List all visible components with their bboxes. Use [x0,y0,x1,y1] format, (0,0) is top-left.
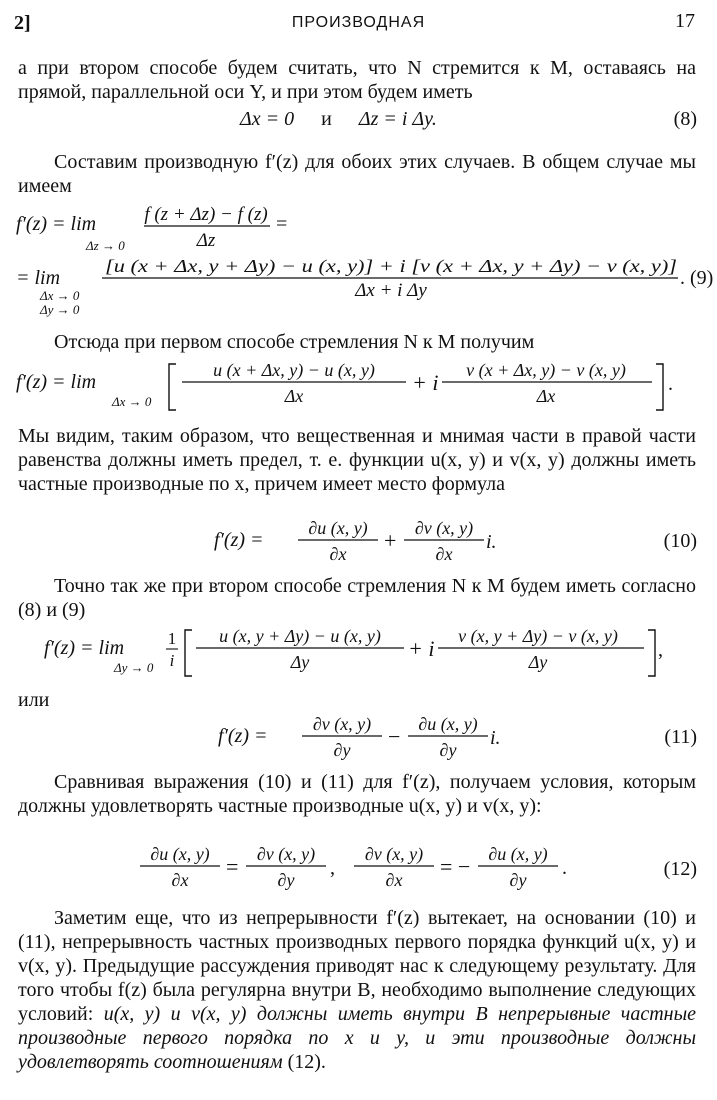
eqfirst-tail: . [668,373,673,395]
equation-8-number: (8) [673,108,697,130]
eq9a-lhs: f′(z) = lim [16,213,97,235]
eqsecond-left-bracket [185,630,192,676]
eqsecond-inv-den: i [169,651,175,670]
eq12-denominator-2: ∂y [277,870,295,890]
equation-10 [214,514,514,570]
paragraph-2: Составим производную f′(z) для обоих этих случаев. В общем случае мы имеем [18,151,696,197]
eq9b-sub1: Δx → 0 [40,288,80,303]
section-number: 2] [14,12,31,34]
eq11-minus: − [388,724,401,749]
equation-10-number: (10) [663,530,697,552]
eqfirst-left-bracket [169,364,176,410]
running-title: ПРОИЗВОДНАЯ [291,14,426,31]
eqfirst-sub: Δx → 0 [112,394,152,409]
eq11-denominator-1: ∂y [333,740,351,760]
paragraph-4: Мы видим, таким образом, что вещественная и мнимая части в правой части равенства должны иметь предел, т. е. функции u(x, y) и v(x, y) должны иметь частные производные по x, причем имеет место формула [18,425,696,495]
eq10-lhs: f′(z) = [214,529,264,551]
eq10-denominator-2: ∂x [435,544,453,564]
equation-12-number: (12) [663,858,697,880]
paragraph-8 [18,906,696,1074]
equation-second-way [44,624,684,684]
eq8-right: Δz = i Δy. [358,108,437,130]
eq8-left: Δx = 0 [240,108,295,130]
eq11-tail: i. [490,727,501,749]
paragraph-8-text: Заметим еще, что из непрерывности f′(z) вытекает, на основании (10) и (11), непрерывность частных производных первого порядка функций u(x, y) и v(x, y). Предыдущие рассуждения приводят нас к следующему результату. Для того чтобы f(z) была регулярна внутри B, необходимо выполнение следующих условий: [18,907,696,1025]
eqsecond-lhs: f′(z) = lim [44,637,125,659]
eq12-numerator-4: ∂u (x, y) [488,844,548,864]
eq10-numerator-2: ∂v (x, y) [414,518,474,538]
eq9a-denominator: Δz [196,230,216,251]
eq12-numerator-3: ∂v (x, y) [364,844,424,864]
eq12-tail: . [562,857,567,879]
eq9b-denominator: Δx + i Δy [355,280,427,301]
eq12-numerator-2: ∂v (x, y) [256,844,316,864]
eq12-denominator-3: ∂x [385,870,403,890]
equation-8 [240,108,437,131]
eq11-denominator-2: ∂y [439,740,457,760]
eq11-lhs: f′(z) = [218,725,268,747]
eqfirst-right-bracket [656,364,663,410]
equation-11 [218,710,518,766]
eqsecond-denominator-1: Δy [290,652,310,672]
eq9b-sub2: Δy → 0 [40,302,80,317]
page-number: 17 [675,10,695,32]
equation-11-number: (11) [664,726,697,748]
eqsecond-tail: , [658,639,663,661]
eqfirst-numerator-2: v (x + Δx, y) − v (x, y) [466,360,626,380]
eq9a-sub: Δz → 0 [86,238,125,253]
paragraph-7: Сравнивая выражения (10) и (11) для f′(z), получаем условия, которым должны удовлетворять частные производные u(x, y) и v(x, y): [18,771,696,817]
eqfirst-numerator-1: u (x + Δx, y) − u (x, y) [213,360,375,380]
eq9b-lhs: = lim [16,267,61,289]
eq10-plus: + [384,528,397,553]
eqsecond-sub: Δy → 0 [114,660,154,675]
eq11-numerator-2: ∂u (x, y) [418,714,478,734]
eq10-denominator-1: ∂x [329,544,347,564]
eq12-comma: , [330,857,335,879]
eqfirst-plus: + i [412,370,439,395]
eq11-numerator-1: ∂v (x, y) [312,714,372,734]
eqfirst-denominator-2: Δx [536,386,556,406]
eqsecond-numerator-1: u (x, y + Δy) − u (x, y) [219,626,381,646]
paragraph-5: Точно так же при втором способе стремления N к M будем иметь согласно (8) и (9) [18,575,696,621]
equation-12 [138,840,578,896]
paragraph-3: Отсюда при первом способе стремления N к M получим [54,331,535,353]
eqfirst-denominator-1: Δx [284,386,304,406]
paragraph-6: или [18,689,50,711]
equation-9a [16,200,336,256]
eq8-sep: и [321,108,332,130]
eq12-equals-2: = − [440,854,471,879]
equation-9b [16,254,714,320]
eq12-denominator-1: ∂x [171,870,189,890]
eqsecond-right-bracket [648,630,655,676]
eq9a-tail: = [276,213,288,235]
eq9b-numerator: [u (x + Δx, y + Δy) − u (x, y)] + i [v (x + Δx, y + Δy) − v (x, y)] [105,256,565,276]
eqfirst-lhs: f′(z) = lim [16,371,97,393]
paragraph-8-italic: u(x, y) и v(x, y) должны иметь внутри B непрерывные частные производные первого порядка по x и y, и эти производные должны удовлетворять соотношениям [18,1003,696,1073]
paragraph-1: а при втором способе будем считать, что N стремится к M, оставаясь на прямой, параллельной оси Y, и при этом будем иметь [18,57,696,103]
eq10-numerator-1: ∂u (x, y) [308,518,368,538]
eq12-denominator-4: ∂y [509,870,527,890]
eqsecond-inv-num: 1 [167,629,177,648]
eqsecond-numerator-2: v (x, y + Δy) − v (x, y) [458,626,618,646]
eq12-numerator-1: ∂u (x, y) [150,844,210,864]
eq10-tail: i. [486,531,497,553]
eqsecond-denominator-2: Δy [528,652,548,672]
eq9b-number: . (9) [680,267,714,289]
eq12-equals-1: = [226,854,239,879]
eq9a-numerator: f (z + Δz) − f (z) [144,204,268,225]
equation-first-way [16,358,686,418]
paragraph-8-end: (12). [282,1051,326,1073]
eqsecond-plus: + i [408,636,435,661]
